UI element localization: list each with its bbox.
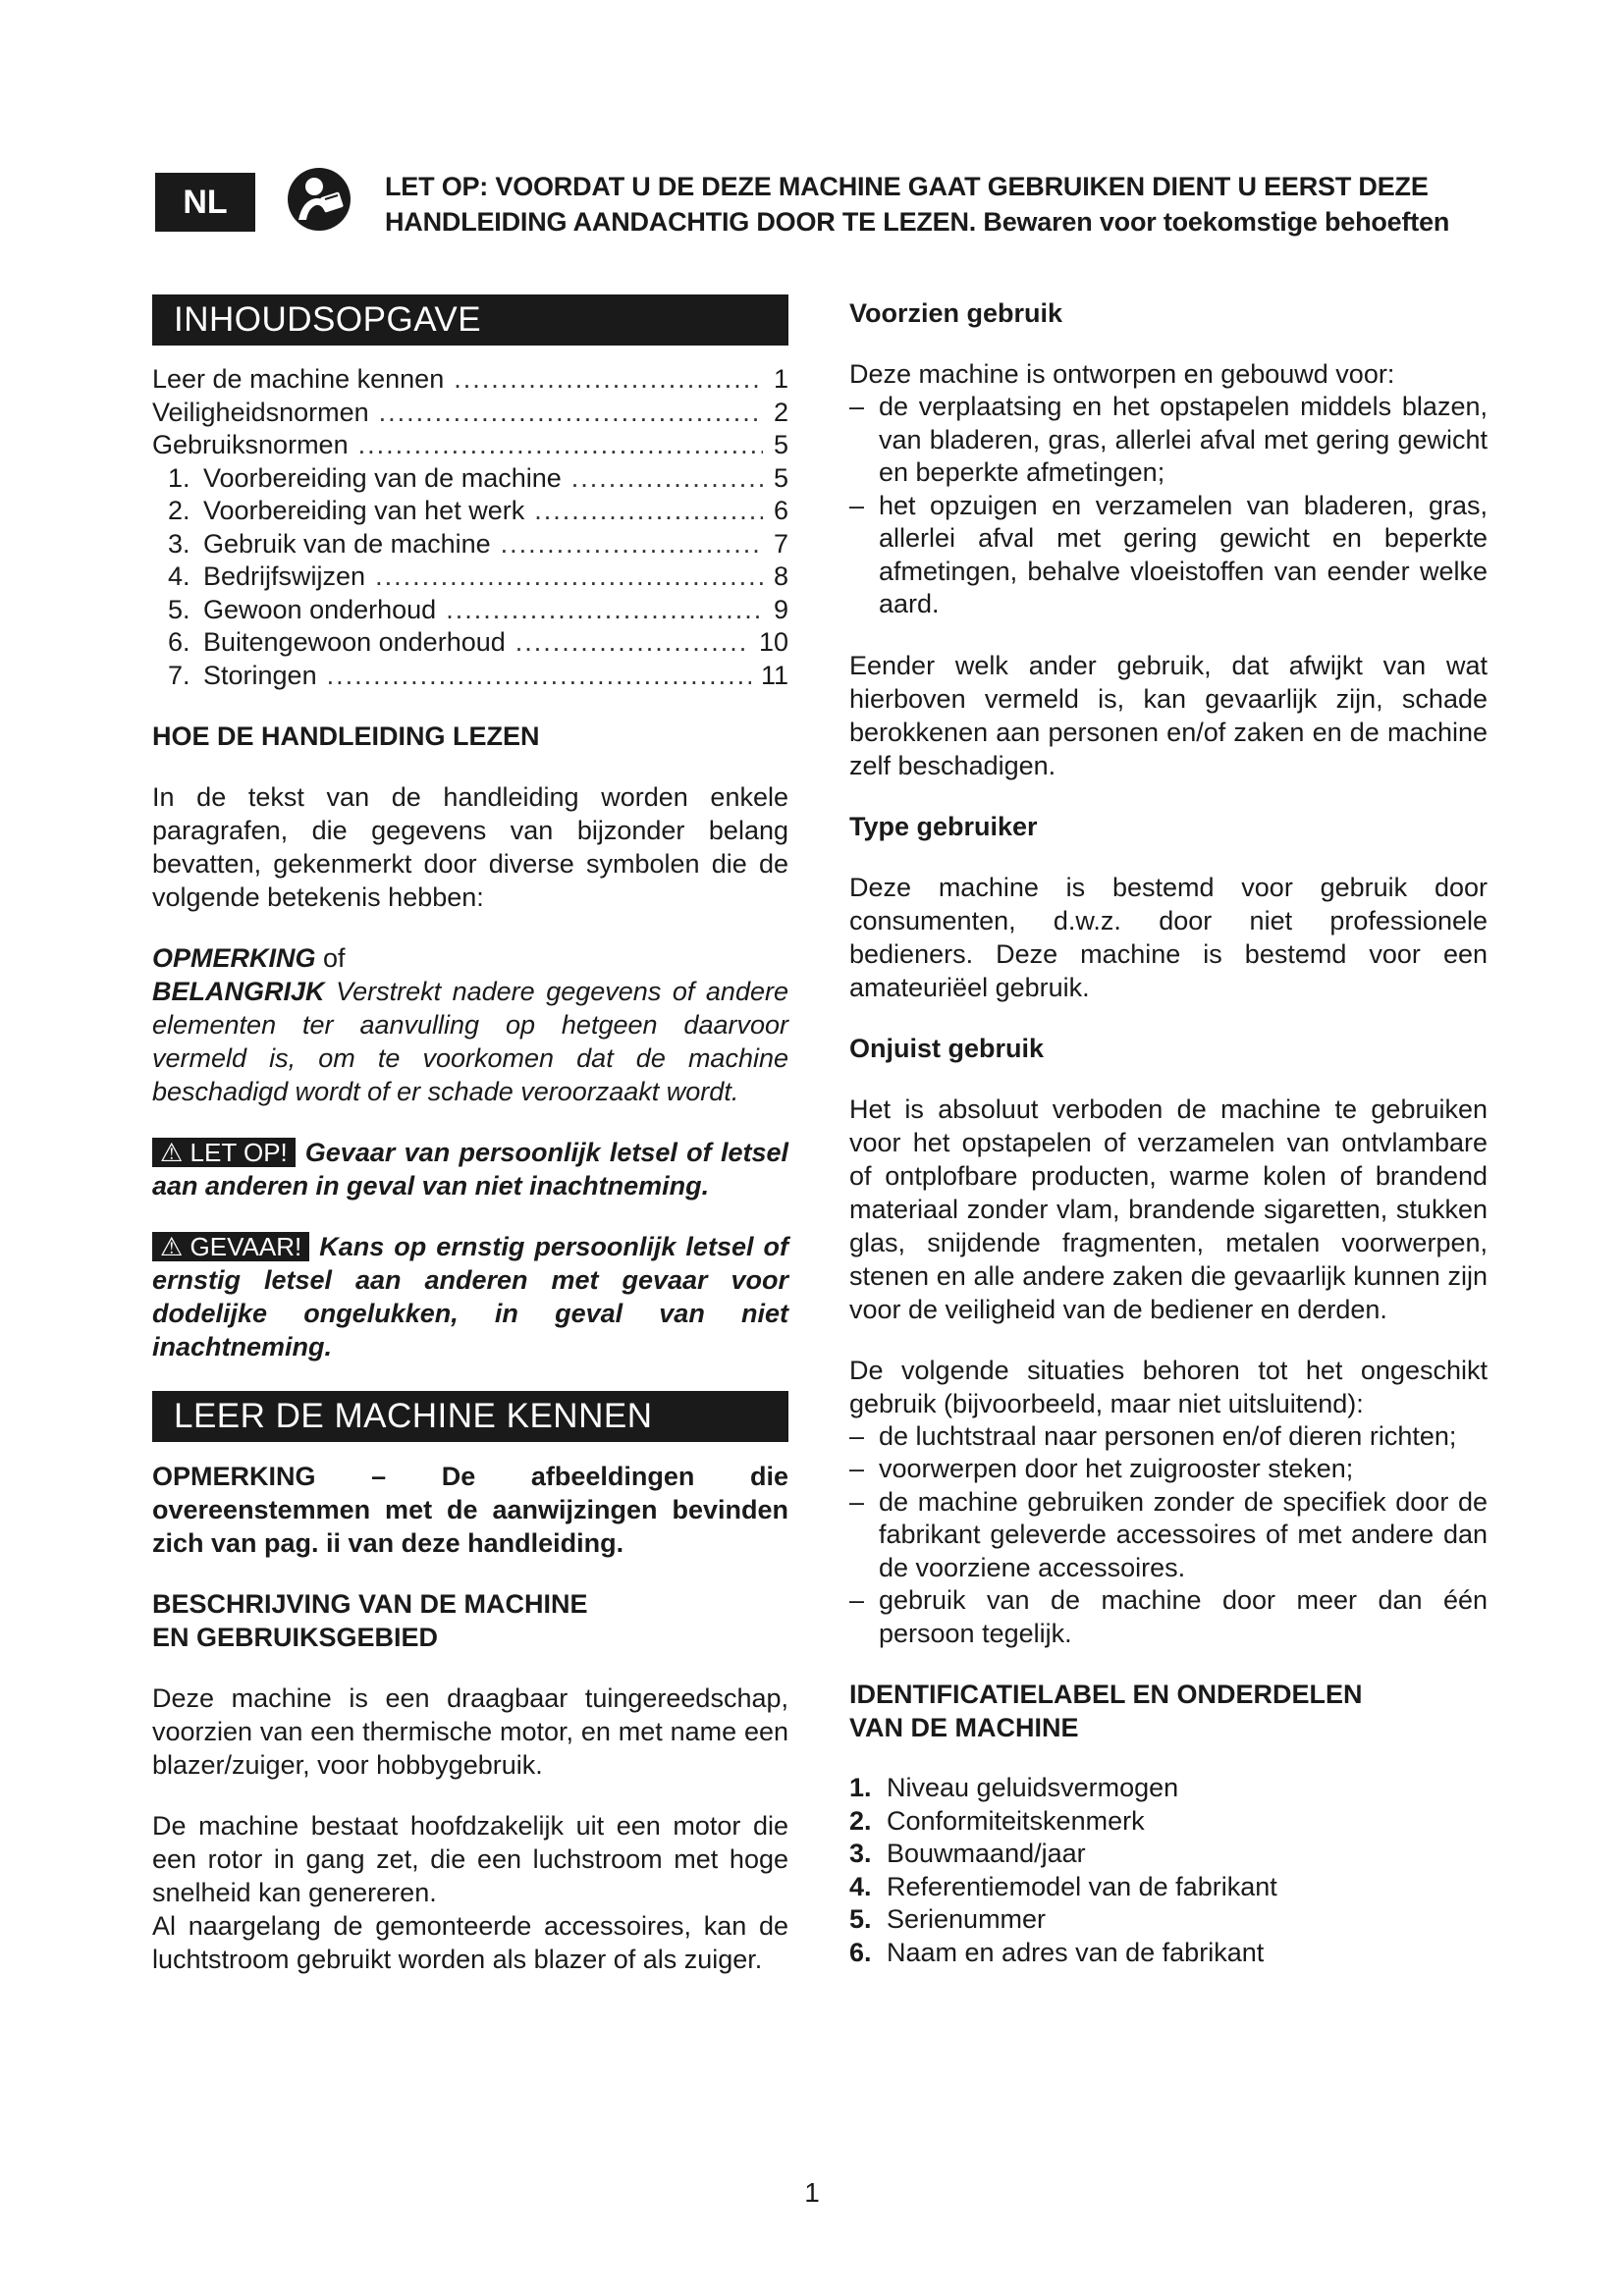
toc-row — [152, 528, 788, 561]
note-explanation — [152, 941, 788, 1108]
list-item: – het opzuigen en verzamelen van bladeren, gras, allerlei afval met gering gewicht en beperkte afmetingen, behalve vloeistoffen van eender welke aard. — [849, 490, 1488, 621]
id-label-title-2: VAN DE MACHINE — [849, 1713, 1079, 1742]
toc-row — [152, 429, 788, 462]
warning-explanation — [152, 1136, 788, 1202]
description-paragraph-1: Deze machine is een draagbaar tuingereedschap, voorzien van een thermische motor, en met name een blazer/zuiger, voor hobbygebruik. — [152, 1683, 788, 1780]
danger-explanation — [152, 1230, 788, 1363]
toc-leader-dots — [571, 462, 763, 496]
left-column — [152, 294, 788, 1976]
how-to-read-title: HOE DE HANDLEIDING LEZEN — [152, 721, 540, 751]
list-item: – voorwerpen door het zuigrooster steken; — [849, 1453, 1488, 1486]
list-item: – de luchtstraal naar personen en/of dieren richten; — [849, 1420, 1488, 1454]
toc-leader-dots — [379, 397, 763, 430]
toc-page-number: 2 — [773, 397, 788, 427]
warning-text: Gevaar van persoonlijk letsel of letsel aan anderen in geval van niet inachtneming. — [152, 1138, 788, 1201]
toc-leader-dots — [358, 429, 763, 462]
toc-number: 2. — [168, 496, 190, 525]
warning-line-1: LET OP: VOORDAT U DE DEZE MACHINE GAAT GEBRUIKEN DIENT U EERST DEZE — [385, 172, 1429, 201]
list-item: 5. Serienummer — [849, 1904, 1047, 1934]
other-use-text: Eender welk ander gebruik, dat afwijkt van wat hierboven vermeld is, kan gevaarlijk zijn, schade berokkenen aan personen en/of zaken en de machine zelf beschadigen. — [849, 650, 1488, 780]
toc-label: Gebruiksnormen — [152, 430, 349, 459]
toc-label: Bedrijfswijzen — [203, 561, 366, 591]
list-item: – de machine gebruiken zonder de specifiek door de fabrikant geleverde accessoires of met andere dan de voorziene accessoires. — [849, 1486, 1488, 1585]
toc-number: 7. — [168, 660, 190, 690]
description-paragraph-2a: De machine bestaat hoofdzakelijk uit een motor die een rotor in gang zet, die een luchstroom met hoge snelheid kan genereren. — [152, 1811, 788, 1907]
toc-row — [152, 626, 788, 660]
toc-row — [152, 660, 788, 693]
toc-row — [152, 594, 788, 627]
improper-use-list — [849, 1420, 1488, 1651]
improper-use-intro: De volgende situaties behoren tot het ongeschikt gebruik (bijvoorbeeld, maar niet uitsluitend): — [849, 1355, 1488, 1418]
id-label-parts-list — [849, 1772, 1488, 1969]
toc-title: INHOUDSOPGAVE — [152, 294, 788, 346]
improper-use-title: Onjuist gebruik — [849, 1033, 1045, 1063]
toc-label: Voorbereiding van het werk — [203, 496, 525, 525]
note-term-opmerking: OPMERKING — [152, 943, 316, 973]
know-machine-note: OPMERKING – De afbeeldingen die overeenstemmen met de aanwijzingen bevinden zich van pag. ii van deze handleiding. — [152, 1462, 788, 1558]
warning-line-2: HANDLEIDING AANDACHTIG DOOR TE LEZEN. Bewaren voor toekomstige behoeften — [385, 207, 1450, 237]
toc-number: 3. — [168, 528, 190, 559]
list-item: – gebruik van de machine door meer dan één persoon tegelijk. — [849, 1584, 1488, 1650]
know-machine-title: LEER DE MACHINE KENNEN — [152, 1391, 788, 1442]
read-manual-icon — [285, 165, 353, 234]
toc-label: Gewoon onderhoud — [203, 594, 437, 624]
user-type-text: Deze machine is bestemd voor gebruik door consumenten, d.w.z. door niet professionele bedieners. Deze machine is bestemd voor een amateuriëel gebruik. — [849, 872, 1488, 1002]
danger-tag: ⚠ GEVAAR! — [152, 1232, 309, 1261]
toc-leader-dots — [534, 495, 763, 528]
toc-row — [152, 363, 788, 397]
list-item: 1. Niveau geluidsvermogen — [849, 1773, 1179, 1802]
description-title-1: BESCHRIJVING VAN DE MACHINE — [152, 1589, 588, 1619]
toc-label: Gebruik van de machine — [203, 528, 491, 559]
toc-leader-dots — [454, 363, 763, 397]
toc-row — [152, 495, 788, 528]
list-item: 4. Referentiemodel van de fabrikant — [849, 1871, 1277, 1901]
toc-page-number: 1 — [773, 364, 788, 394]
warning-header — [385, 169, 1504, 240]
toc-number: 5. — [168, 594, 190, 624]
list-item: – de verplaatsing en het opstapelen middels blazen, van bladeren, gras, allerlei afval met gering gewicht en beperkte afmetingen; — [849, 391, 1488, 490]
list-item: 6. Naam en adres van de fabrikant — [849, 1937, 1265, 1967]
danger-text: Kans op ernstig persoonlijk letsel of ernstig letsel aan anderen met gevaar voor dodelijke ongelukken, in geval van niet inachtneming. — [152, 1232, 788, 1362]
toc-number: 1. — [168, 462, 190, 493]
note-of: of — [323, 943, 346, 973]
note-term-belangrijk: BELANGRIJK — [152, 977, 325, 1006]
toc-number: 6. — [168, 627, 190, 657]
intended-use-title: Voorzien gebruik — [849, 298, 1063, 328]
toc-leader-dots — [375, 561, 763, 594]
toc-page-number: 7 — [773, 528, 788, 559]
id-label-title-1: IDENTIFICATIELABEL EN ONDERDELEN — [849, 1680, 1363, 1709]
toc-page-number: 6 — [773, 496, 788, 525]
improper-use-text: Het is absoluut verboden de machine te gebruiken voor het opstapelen of verzamelen van ontvlambare of ontplofbare producten, warme kolen of brandend materiaal zonder vlam, brandende sigaretten, stukken glas, snijdende fragmenten, metalen voorwerpen, stenen en alle andere zaken die gevaarlijk kunnen zijn voor de veiligheid van de bediener en derden. — [849, 1094, 1488, 1324]
toc-leader-dots — [446, 594, 763, 627]
toc-page-number: 5 — [773, 462, 788, 493]
description-paragraph-2b: Al naargelang de gemonteerde accessoires, kan de luchtstroom gebruikt worden als blazer of als zuiger. — [152, 1911, 788, 1974]
warning-tag: ⚠ LET OP! — [152, 1138, 296, 1167]
page-number: 1 — [804, 2177, 820, 2208]
note-text: Verstrekt nadere gegevens of andere elementen ter aanvulling op hetgeen daarvoor vermeld is, om te voorkomen dat de machine beschadigd wordt of er schade veroorzaakt wordt. — [152, 977, 788, 1106]
user-type-title: Type gebruiker — [849, 811, 1038, 841]
toc-label: Leer de machine kennen — [152, 364, 445, 394]
toc-row — [152, 397, 788, 430]
list-item: 2. Conformiteitskenmerk — [849, 1805, 1145, 1836]
toc-page-number: 9 — [773, 594, 788, 624]
toc-page-number: 8 — [773, 561, 788, 591]
toc-leader-dots — [501, 528, 763, 561]
description-title-2: EN GEBRUIKSGEBIED — [152, 1623, 439, 1652]
toc-label: Voorbereiding van de machine — [203, 462, 562, 493]
toc-page-number: 10 — [758, 627, 788, 657]
how-to-read-intro: In de tekst van de handleiding worden enkele paragrafen, die gegevens van bijzonder belang bevatten, gekenmerkt door diverse symbolen die de volgende betekenis hebben: — [152, 782, 788, 912]
toc-page-number: 5 — [773, 430, 788, 459]
toc-leader-dots — [327, 660, 751, 693]
toc-label: Buitengewoon onderhoud — [203, 627, 506, 657]
intended-use-list — [849, 391, 1488, 621]
toc-number: 4. — [168, 561, 190, 591]
toc-page-number: 11 — [760, 660, 788, 690]
toc-label: Veiligheidsnormen — [152, 397, 369, 427]
toc-row — [152, 462, 788, 496]
right-column — [849, 294, 1488, 1969]
toc-label: Storingen — [203, 660, 317, 690]
toc-leader-dots — [515, 626, 749, 660]
toc-row — [152, 561, 788, 594]
language-badge: NL — [155, 173, 255, 232]
intended-use-intro: Deze machine is ontworpen en gebouwd voor: — [849, 359, 1395, 389]
list-item: 3. Bouwmaand/jaar — [849, 1839, 1086, 1868]
table-of-contents — [152, 363, 788, 692]
